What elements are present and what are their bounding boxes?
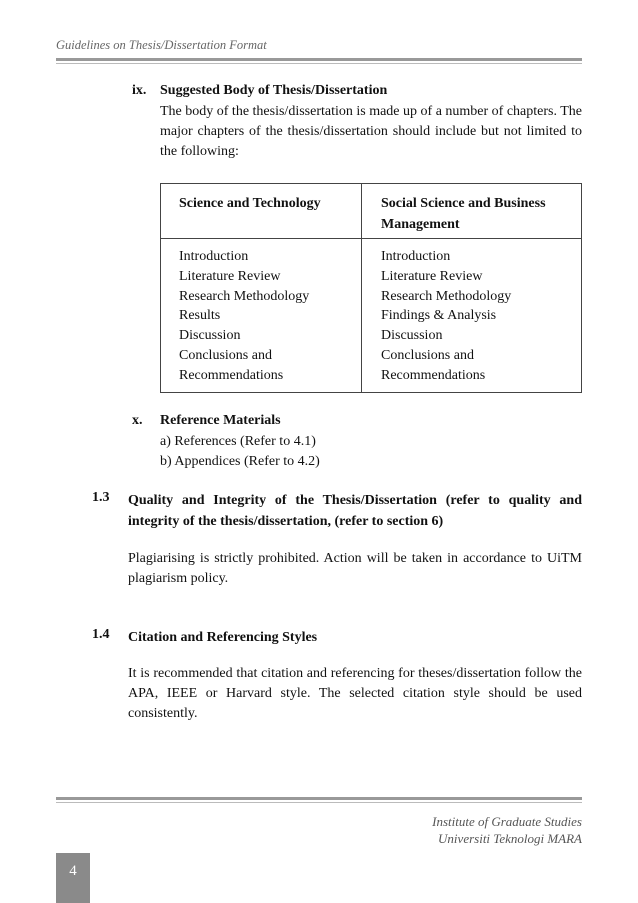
list-item: Discussion (381, 328, 443, 344)
table-cell-science-chapters (161, 239, 362, 393)
chapters-table (160, 183, 582, 393)
section-ix-number: ix. (132, 83, 147, 98)
list-item: Conclusions and (179, 347, 272, 363)
footer-university: Universiti Teknologi MARA (438, 831, 582, 846)
list-item: Discussion (179, 328, 241, 344)
section-x-title: Reference Materials (160, 413, 281, 428)
table-cell-social-science-chapters (362, 239, 582, 393)
footer-institute: Institute of Graduate Studies (432, 814, 582, 829)
table-header-social-science: Social Science and Business Management (362, 184, 582, 239)
section-ix-paragraph: The body of the thesis/dissertation is made up of a number of chapters. The major chapters of the thesis/dissertation should include but not limited to the following: (160, 104, 582, 159)
section-1-3-paragraph: Plagiarising is strictly prohibited. Action will be taken in accordance to UiTM plagiarism policy. (128, 551, 582, 586)
list-item: b) Appendices (Refer to 4.2) (160, 454, 320, 469)
header-rule (56, 58, 582, 61)
section-1-4-paragraph: It is recommended that citation and referencing for theses/dissertation follow the APA, IEEE or Harvard style. The selected citation style should be used consistently. (128, 666, 582, 721)
list-item: Findings & Analysis (381, 308, 497, 324)
list-item: Literature Review (179, 268, 281, 284)
section-x-list (160, 432, 320, 472)
section-1-4-number: 1.4 (92, 627, 110, 642)
page-number: 4 (56, 853, 90, 903)
section-1-3-title: Quality and Integrity of the Thesis/Dissertation (refer to quality and integrity of the thesis/dissertation, (refer to section 6) (128, 493, 582, 529)
list-item: Recommendations (179, 367, 284, 383)
section-1-3-number: 1.3 (92, 490, 110, 505)
header-title: Guidelines on Thesis/Dissertation Format (56, 38, 267, 52)
section-x-number: x. (132, 413, 143, 428)
table-row (161, 239, 582, 393)
list-item: Introduction (179, 249, 249, 264)
section-ix-heading (132, 83, 387, 99)
list-item: Literature Review (381, 268, 483, 284)
footer-rule-thin (56, 802, 582, 803)
list-item: Research Methodology (179, 288, 310, 304)
list-item: Conclusions and (381, 347, 474, 363)
list-item: Recommendations (381, 367, 486, 383)
list-item: Results (179, 308, 221, 324)
section-1-4-title: Citation and Referencing Styles (128, 630, 318, 645)
section-ix-title: Suggested Body of Thesis/Dissertation (160, 83, 388, 98)
footer-rule (56, 797, 582, 800)
header-rule-thin (56, 63, 582, 64)
table-header-row (161, 184, 582, 239)
section-x-heading (132, 413, 281, 429)
list-item: Research Methodology (381, 288, 512, 304)
list-item: a) References (Refer to 4.1) (160, 434, 316, 449)
list-item: Introduction (381, 249, 451, 264)
table-header-science: Science and Technology (161, 184, 362, 239)
